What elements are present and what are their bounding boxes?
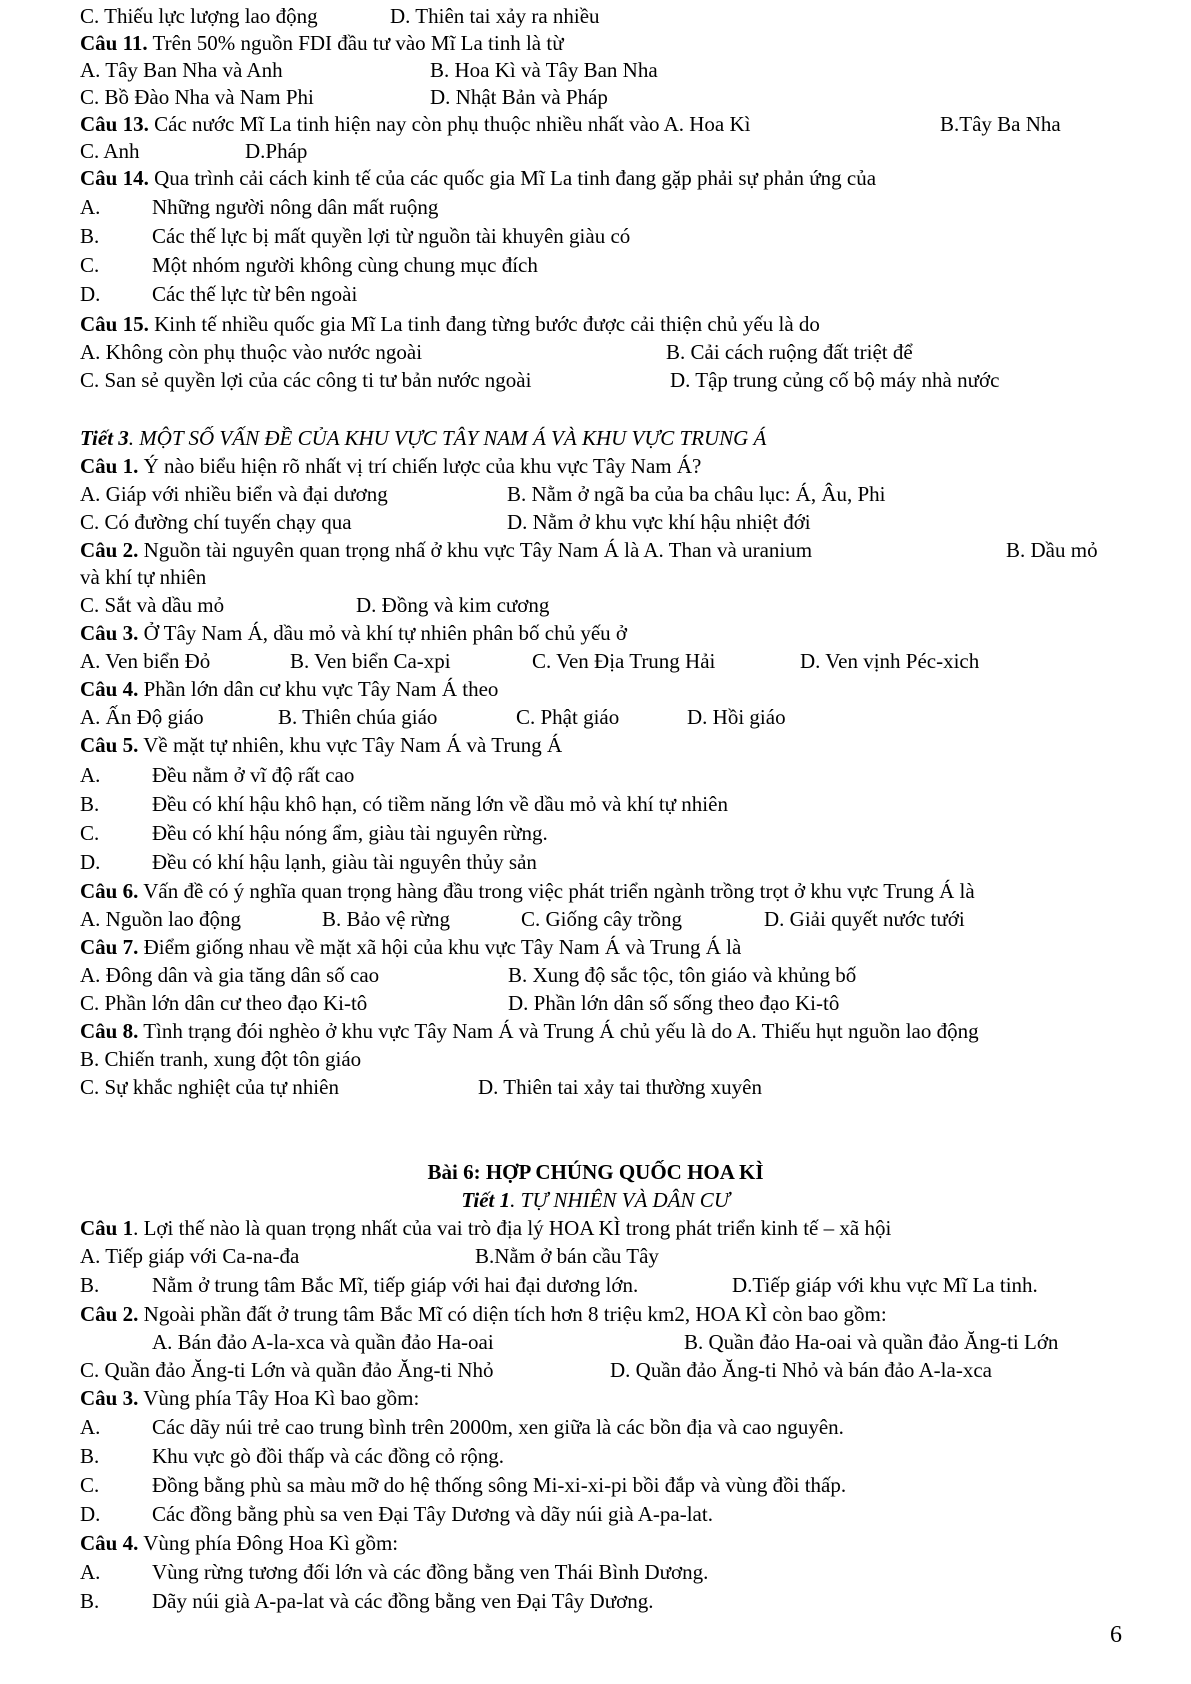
question-label: Câu 6.	[80, 879, 139, 903]
option-text: Đều nằm ở vĩ độ rất cao	[152, 763, 355, 787]
question-text: Kinh tế nhiều quốc gia Mĩ La tinh đang từng bước được cải thiện chủ yếu là do	[148, 312, 820, 336]
option-d: D. Tập trung củng cố bộ máy nhà nước	[670, 368, 1000, 392]
option-text: Những người nông dân mất ruộng	[152, 195, 439, 219]
option-b: B.Tây Ba Nha	[940, 112, 1061, 136]
option-c: C. Phần lớn dân cư theo đạo Ki-tô	[80, 991, 368, 1015]
question-label: Câu 1.	[80, 454, 139, 478]
option-letter: A.	[80, 1415, 101, 1439]
question-text: Vùng phía Đông Hoa Kì gồm:	[138, 1531, 399, 1555]
option-letter: A.	[80, 195, 101, 219]
option-b: B.Nằm ở bán cầu Tây	[475, 1244, 659, 1268]
option-text: Nằm ở trung tâm Bắc Mĩ, tiếp giáp với hai đại dương lớn.	[152, 1273, 639, 1297]
section-label: Tiết 1	[461, 1188, 511, 1212]
option-letter: D.	[80, 850, 101, 874]
section-label: Tiết 3	[80, 426, 129, 450]
option-a: A. Ven biển Đỏ	[80, 649, 211, 673]
option-d: D. Thiên tai xảy ra nhiều	[390, 4, 600, 28]
question-label: Câu 11.	[80, 31, 148, 55]
option-d: D. Đồng và kim cương	[356, 593, 550, 617]
option-c: C. Có đường chí tuyến chạy qua	[80, 510, 352, 534]
option-c: C. Anh	[80, 139, 140, 163]
question-text: Vùng phía Tây Hoa Kì bao gồm:	[138, 1386, 420, 1410]
question-text: Tình trạng đói nghèo ở khu vực Tây Nam Á và Trung Á chủ yếu là do A. Thiếu hụt nguồn lao động	[138, 1019, 979, 1043]
option-a: A. Bán đảo A-la-xca và quần đảo Ha-oai	[152, 1330, 494, 1354]
option-a: A. Đông dân và gia tăng dân số cao	[80, 963, 380, 987]
page-number: 6	[1110, 1622, 1122, 1648]
question-text: . Lợi thế nào là quan trọng nhất của vai trò địa lý HOA KÌ trong phát triển kinh tế – xã hội	[133, 1216, 892, 1240]
option-a: A. Ấn Độ giáo	[80, 705, 204, 729]
option-d: D. Hồi giáo	[687, 705, 786, 729]
question-text: Phần lớn dân cư khu vực Tây Nam Á theo	[138, 677, 499, 701]
option-c: C. Bồ Đào Nha và Nam Phi	[80, 85, 314, 109]
option-d: D.Pháp	[245, 139, 308, 163]
question-label: Câu 2.	[80, 1302, 139, 1326]
option-letter: B.	[80, 1273, 100, 1297]
question-label: Câu 15.	[80, 312, 149, 336]
question-label: Câu 2.	[80, 538, 139, 562]
question-label: Câu 3.	[80, 621, 139, 645]
option-b-cont: và khí tự nhiên	[80, 565, 207, 589]
option-b: B. Hoa Kì và Tây Ban Nha	[430, 58, 658, 82]
question-label: Câu 4.	[80, 1531, 139, 1555]
option-c: C. San sẻ quyền lợi của các công ti tư bản nước ngoài	[80, 368, 532, 392]
option-text: Các thế lực từ bên ngoài	[152, 282, 358, 306]
option-text: Các đồng bằng phù sa ven Đại Tây Dương và dãy núi già A-pa-lat.	[152, 1502, 713, 1526]
option-c: C. Ven Địa Trung Hải	[532, 649, 716, 673]
option-c: C. Sắt và dầu mỏ	[80, 593, 225, 617]
question-label: Câu 3.	[80, 1386, 139, 1410]
option-b: B. Cải cách ruộng đất triệt để	[666, 340, 913, 364]
option-b: B. Dầu mỏ	[1006, 538, 1098, 562]
option-d: D. Nằm ở khu vực khí hậu nhiệt đới	[507, 510, 811, 534]
question-text: Vấn đề có ý nghĩa quan trọng hàng đầu trong việc phát triển ngành trồng trọt ở khu vực Trung Á là	[138, 879, 975, 903]
option-a: A. Nguồn lao động	[80, 907, 241, 931]
option-text: Các thế lực bị mất quyền lợi từ nguồn tài khuyên giàu có	[152, 224, 631, 248]
option-d: D. Nhật Bản và Pháp	[430, 85, 608, 109]
option-b: B. Xung độ sắc tộc, tôn giáo và khủng bố	[508, 963, 857, 987]
option-a: A. Giáp với nhiều biển và đại dương	[80, 482, 388, 506]
option-text: Một nhóm người không cùng chung mục đích	[152, 253, 538, 277]
option-text: Đều có khí hậu khô hạn, có tiềm năng lớn về dầu mỏ và khí tự nhiên	[152, 792, 728, 816]
question-text: Điểm giống nhau về mặt xã hội của khu vực Tây Nam Á và Trung Á là	[138, 935, 742, 959]
lesson-title-text: Bài 6: HỢP CHÚNG QUỐC HOA KÌ	[427, 1160, 764, 1184]
option-b: B. Bảo vệ rừng	[322, 907, 451, 931]
option-a: A. Không còn phụ thuộc vào nước ngoài	[80, 340, 423, 364]
option-b: B. Nằm ở ngã ba của ba châu lục: Á, Âu, Phi	[507, 482, 886, 506]
option-a: A. Tây Ban Nha và Anh	[80, 58, 283, 82]
option-c: C. Thiếu lực lượng lao động	[80, 4, 318, 28]
option-text: Các dãy núi trẻ cao trung bình trên 2000m, xen giữa là các bồn địa và cao nguyên.	[152, 1415, 844, 1439]
option-text: Khu vực gò đồi thấp và các đồng cỏ rộng.	[152, 1444, 504, 1468]
section-heading	[0, 1186, 1191, 1214]
option-b: B. Ven biển Ca-xpi	[290, 649, 451, 673]
question-text: Ngoài phần đất ở trung tâm Bắc Mĩ có diện tích hơn 8 triệu km2, HOA KÌ còn bao gồm:	[138, 1302, 887, 1326]
option-d: D.Tiếp giáp với khu vực Mĩ La tinh.	[732, 1273, 1038, 1297]
option-d: D. Thiên tai xảy tai thường xuyên	[478, 1075, 762, 1099]
question-label: Câu 13.	[80, 112, 149, 136]
option-letter: B.	[80, 1444, 100, 1468]
option-text: Đều có khí hậu lạnh, giàu tài nguyên thủy sản	[152, 850, 537, 874]
lesson-title	[0, 1158, 1191, 1186]
option-letter: C.	[80, 1473, 100, 1497]
option-d: D. Phần lớn dân số sống theo đạo Ki-tô	[508, 991, 840, 1015]
question-label: Câu 14.	[80, 166, 149, 190]
option-letter: D.	[80, 282, 101, 306]
option-d: D. Giải quyết nước tưới	[764, 907, 965, 931]
option-letter: B.	[80, 1589, 100, 1613]
question-text: Các nước Mĩ La tinh hiện nay còn phụ thuộc nhiều nhất vào A. Hoa Kì	[148, 112, 751, 136]
question-text: Ở Tây Nam Á, dầu mỏ và khí tự nhiên phân bố chủ yếu ở	[138, 621, 628, 645]
option-text: Đồng bằng phù sa màu mỡ do hệ thống sông Mi-xi-xi-pi bồi đắp và vùng đồi thấp.	[152, 1473, 847, 1497]
option-letter: B.	[80, 224, 100, 248]
option-letter: A.	[80, 1560, 101, 1584]
option-c: C. Phật giáo	[516, 705, 620, 729]
option-letter: C.	[80, 821, 100, 845]
option-c: C. Sự khắc nghiệt của tự nhiên	[80, 1075, 339, 1099]
option-a: A. Tiếp giáp với Ca-na-đa	[80, 1244, 300, 1268]
option-text: Vùng rừng tương đối lớn và các đồng bằng ven Thái Bình Dương.	[152, 1560, 709, 1584]
option-b: B. Chiến tranh, xung đột tôn giáo	[80, 1047, 362, 1071]
question-label: Câu 4.	[80, 677, 139, 701]
question-text: Nguồn tài nguyên quan trọng nhấ ở khu vực Tây Nam Á là A. Than và uranium	[138, 538, 813, 562]
option-letter: C.	[80, 253, 100, 277]
question-label: Câu 7.	[80, 935, 139, 959]
option-text: Dãy núi già A-pa-lat và các đồng bằng ven Đại Tây Dương.	[152, 1589, 654, 1613]
question-text: Về mặt tự nhiên, khu vực Tây Nam Á và Trung Á	[138, 733, 563, 757]
question-label: Câu 5.	[80, 733, 139, 757]
question-text: Qua trình cải cách kinh tế của các quốc gia Mĩ La tinh đang gặp phải sự phản ứng của	[148, 166, 877, 190]
option-b: B. Thiên chúa giáo	[278, 705, 438, 729]
option-letter: D.	[80, 1502, 101, 1526]
option-c: C. Giống cây trồng	[521, 907, 682, 931]
option-text: Đều có khí hậu nóng ẩm, giàu tài nguyên rừng.	[152, 821, 548, 845]
question-label: Câu 8.	[80, 1019, 139, 1043]
option-letter: B.	[80, 792, 100, 816]
section-title: . TỰ NHIÊN VÀ DÂN CƯ	[510, 1188, 730, 1212]
question-text: Ý nào biểu hiện rõ nhất vị trí chiến lược của khu vực Tây Nam Á?	[138, 454, 702, 478]
option-b: B. Quần đảo Ha-oai và quần đảo Ăng-ti Lớn	[684, 1330, 1059, 1354]
question-text: Trên 50% nguồn FDI đầu tư vào Mĩ La tinh là từ	[147, 31, 564, 55]
option-c: C. Quần đảo Ăng-ti Lớn và quần đảo Ăng-ti Nhỏ	[80, 1358, 494, 1382]
question-label: Câu 1	[80, 1216, 134, 1240]
option-d: D. Ven vịnh Péc-xich	[800, 649, 980, 673]
section-title: . MỘT SỐ VẤN ĐỀ CỦA KHU VỰC TÂY NAM Á VÀ KHU VỰC TRUNG Á	[128, 426, 767, 450]
option-letter: A.	[80, 763, 101, 787]
option-d: D. Quần đảo Ăng-ti Nhỏ và bán đảo A-la-xca	[610, 1358, 992, 1382]
